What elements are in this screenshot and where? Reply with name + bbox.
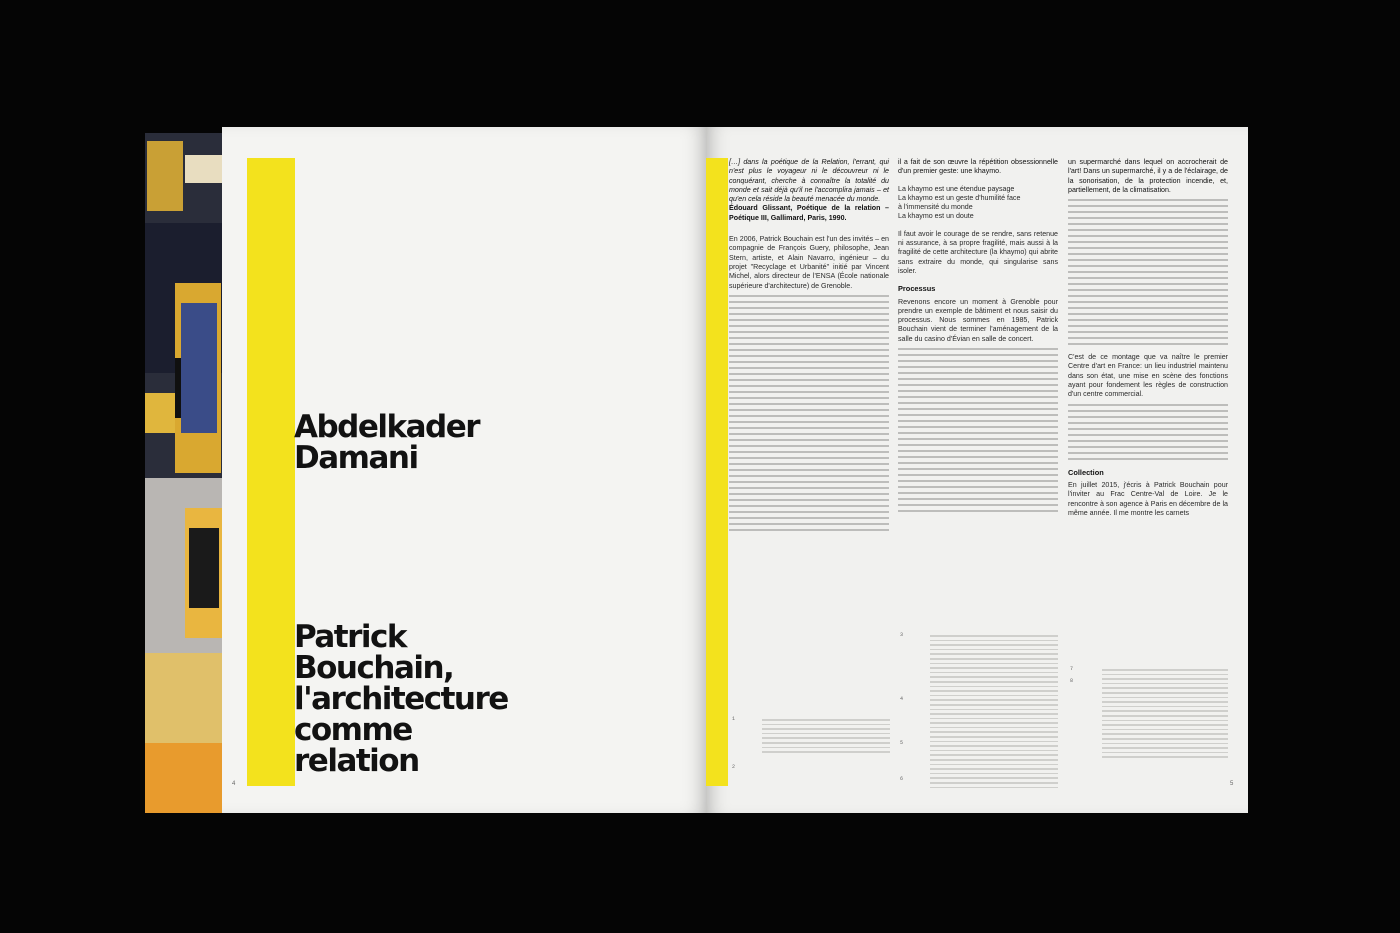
footnote-number: 5 [900,740,904,746]
poem-line: La khaymo est un doute [898,212,974,221]
epigraph-quote: […] dans la poétique de la Relation, l'errant, qui n'est plus le voyageur ni le découvreur ni le conquérant, cherche à connaître la totalité du monde et sait déjà qu'il ne l'accomplira jamais – et qu'en cela réside la beauté menacée du monde. [729,158,889,204]
section-heading: Collection [1068,467,1104,477]
article-title [294,619,508,779]
footnote-number: 8 [1070,678,1074,684]
footnote-number: 3 [900,632,904,638]
article-title-line: l'architecture [294,681,508,717]
body-paragraph: un supermarché dans lequel on accrocherait de l'art! Dans un supermarché, il y a de l'éclairage, de la sonorisation, de la protection incendie, et, partiellement, de la climatisation. [1068,158,1228,194]
body-paragraph: Il faut avoir le courage de se rendre, sans retenue ni assurance, à sa propre fragilité, mais aussi à la fragilité de cette architecture (la khaymo) qui abrite sans extraire du monde, qui singularise sans isoler. [898,229,1058,275]
article-title-line: comme [294,712,412,748]
author-last-name: Damani [294,440,418,476]
footnotes-right [1102,666,1228,761]
column-right [1068,158,1228,608]
footnote-number: 2 [732,764,736,770]
page-number-right: 5 [1230,781,1234,787]
footnotes-middle [930,632,1058,791]
footnote-number: 4 [900,696,904,702]
footnote-number: 6 [900,776,904,782]
body-paragraph: il a fait de son œuvre la répétition obsessionnelle d'un premier geste: une khaymo. [898,158,1058,176]
author-title [294,409,480,476]
body-text-lines [1068,404,1228,460]
body-paragraph: C'est de ce montage que va naître le premier Centre d'art en France: un lieu industriel maintenu dans son état, une mise en scène des fonctions ayant pour fondement les règles de construction d'un centre commercial. [1068,353,1228,399]
page-number-left: 4 [232,781,236,787]
body-text-lines [1068,199,1228,345]
author-first-name: Abdelkader [294,409,480,445]
yellow-highlight-bar-right [706,158,728,786]
epigraph-source: Édouard Glissant, Poétique de la relation – Poétique III, Gallimard, Paris, 1990. [729,204,889,222]
poem-line: à l'immensité du monde [898,203,973,212]
footnote-number: 7 [1070,666,1074,672]
section-heading: Processus [898,284,936,294]
footnotes-left [762,716,890,756]
body-paragraph: En juillet 2015, j'écris à Patrick Bouchain pour l'inviter au Frac Centre-Val de Loire. Je le rencontre à son agence à Paris en décembre de la même année. Il me montre les carnets [1068,480,1228,517]
article-title-line: relation [294,743,419,779]
footnote-number: 1 [732,716,736,722]
column-left [729,158,889,678]
article-title-line: Patrick [294,619,407,655]
poem-line: La khaymo est une étendue paysage [898,184,1015,193]
column-middle [898,158,1058,588]
body-paragraph: En 2006, Patrick Bouchain est l'un des invités – en compagnie de François Guery, philosophe, Jean Stern, artiste, et Alain Navarro, ingénieur – du projet "Recyclage et Urbanité" initié par Vincent Michel, alors directeur de l'ENSA (École nationale supérieure d'architecture) de Grenoble. [729,235,889,290]
article-title-line: Bouchain, [294,650,454,686]
cover-collage [145,133,225,813]
body-paragraph: Revenons encore un moment à Grenoble pour prendre un exemple de bâtiment et nous saisir du processus. Nous sommes en 1985, Patrick Bouchain vient de terminer l'aménagement de la salle du casino d'Évian en salle de concert. [898,297,1058,343]
yellow-highlight-bar [247,158,295,786]
poem-line: La khaymo est un geste d'humilité face [898,193,1021,202]
